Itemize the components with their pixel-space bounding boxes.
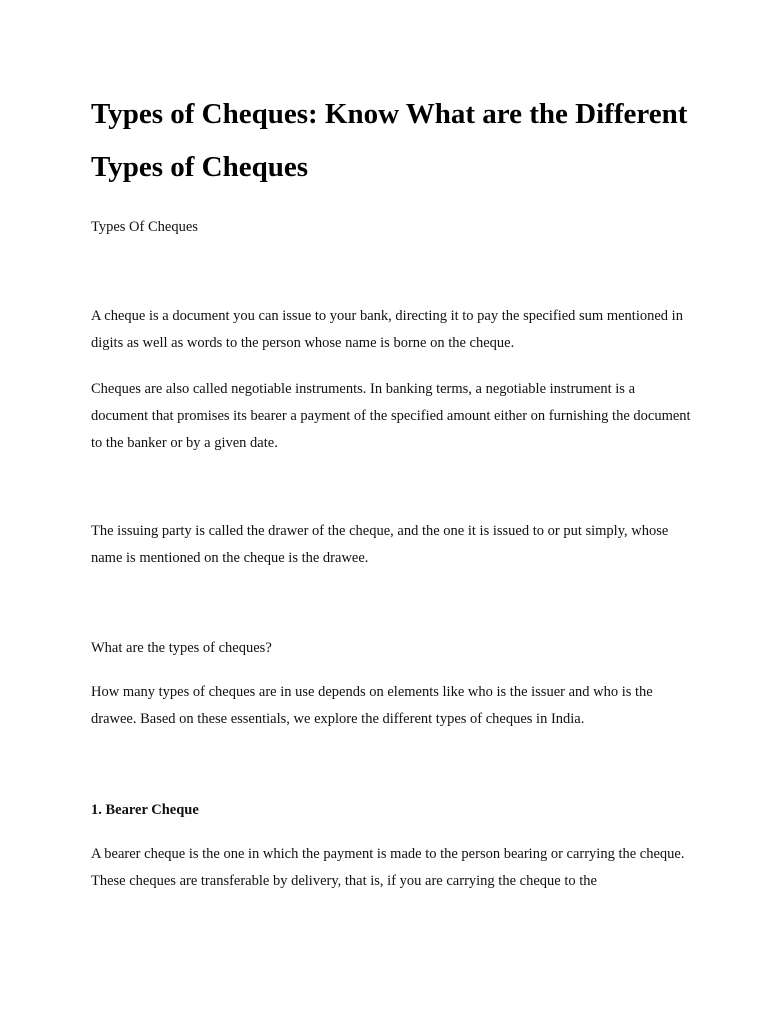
article-subtitle: Types Of Cheques: [91, 219, 198, 235]
paragraph-drawer-drawee: The issuing party is called the drawer of the cheque, and the one it is issued to or put simply, whose name is mentioned on the cheque is the drawee.: [91, 523, 669, 566]
section-heading-bearer-cheque: 1. Bearer Cheque: [91, 802, 199, 818]
paragraph-types-intro: How many types of cheques are in use depends on elements like who is the issuer and who is the drawee. Based on these essentials, we explore the different types of cheques in India.: [91, 684, 653, 727]
paragraph-bearer-cheque: A bearer cheque is the one in which the payment is made to the person bearing or carrying the cheque. These cheques are transferable by delivery, that is, if you are carrying the cheque to the: [91, 846, 685, 889]
question-types-of-cheques: What are the types of cheques?: [91, 640, 272, 656]
article-title: Types of Cheques: Know What are the Different Types of Cheques: [91, 98, 688, 183]
paragraph-cheque-definition: A cheque is a document you can issue to your bank, directing it to pay the specified sum mentioned in digits as well as words to the person whose name is borne on the cheque.: [91, 308, 683, 351]
paragraph-negotiable-instruments: Cheques are also called negotiable instruments. In banking terms, a negotiable instrument is a document that promises its bearer a payment of the specified amount either on furnishing the document to the banker or by a given date.: [91, 381, 691, 451]
